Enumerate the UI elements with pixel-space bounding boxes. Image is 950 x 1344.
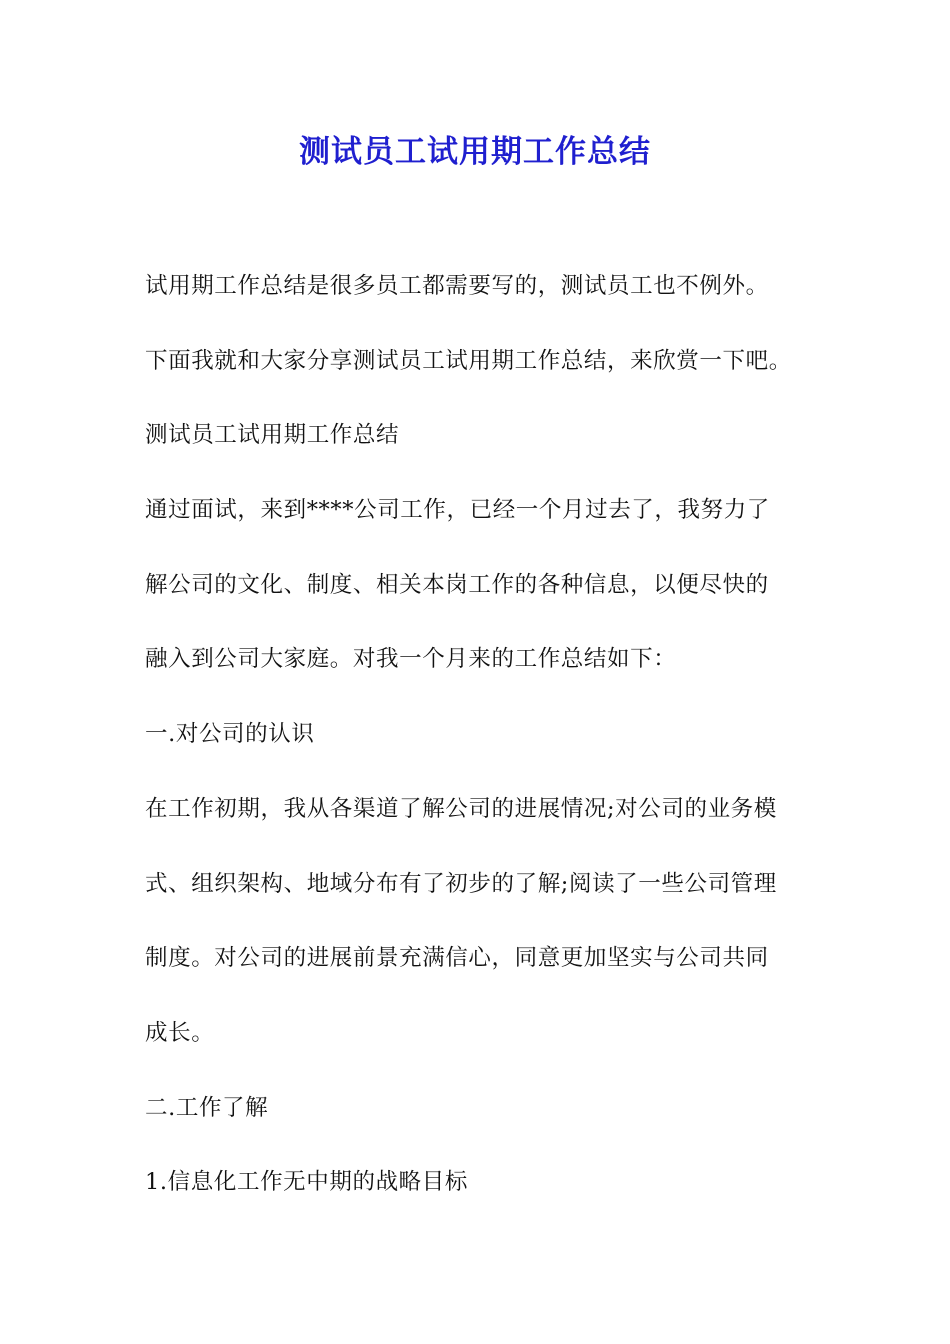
list-item: 1.信息化工作无中期的战略目标 xyxy=(145,1169,468,1196)
paragraph-line: 下面我就和大家分享测试员工试用期工作总结，来欣赏一下吧。 xyxy=(145,347,792,374)
paragraph-line: 制度。对公司的进展前景充满信心，同意更加坚实与公司共同 xyxy=(145,945,769,972)
section-heading: 测试员工试用期工作总结 xyxy=(145,422,400,449)
paragraph-line: 试用期工作总结是很多员工都需要写的，测试员工也不例外。 xyxy=(145,273,769,299)
document-body xyxy=(145,262,810,1233)
paragraph-line: 通过面试，来到****公司工作，已经一个月过去了，我努力了 xyxy=(145,497,770,524)
paragraph-line: 式、组织架构、地域分布有了初步的了解;阅读了一些公司管理 xyxy=(145,870,777,897)
paragraph-line: 融入到公司大家庭。对我一个月来的工作总结如下： xyxy=(145,646,677,673)
section-heading: 二.工作了解 xyxy=(145,1094,269,1121)
paragraph-line: 解公司的文化、制度、相关本岗工作的各种信息，以便尽快的 xyxy=(145,571,769,598)
paragraph-line: 成长。 xyxy=(145,1019,215,1046)
section-heading: 一.对公司的认识 xyxy=(145,721,315,748)
paragraph-line: 在工作初期，我从各渠道了解公司的进展情况;对公司的业务模 xyxy=(145,795,777,822)
document-title: 测试员工试用期工作总结 xyxy=(299,134,651,170)
